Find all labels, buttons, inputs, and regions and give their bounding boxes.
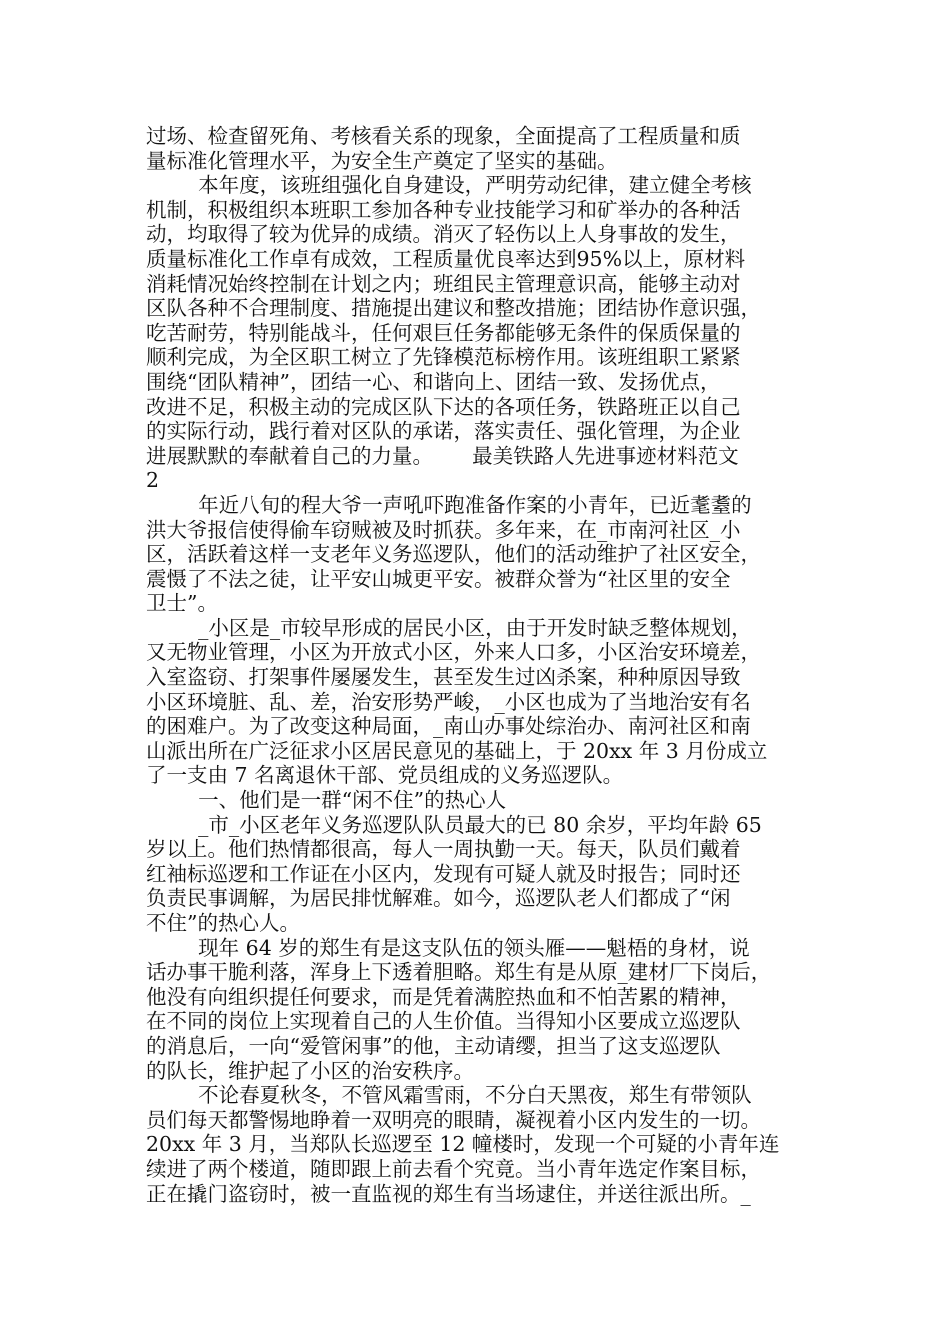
- text-line: 围绕“团队精神”，团结一心、和谐向上、团结一致、发扬优点，: [146, 369, 721, 394]
- text-line: 消耗情况始终控制在计划之内；班组民主管理意识高，能够主动对: [146, 271, 741, 296]
- text-line: 卫士”。: [146, 591, 218, 616]
- text-line: 在不同的岗位上实现着自己的人生价值。当得知小区要成立巡逻队: [146, 1009, 741, 1034]
- text-line: 红袖标巡逻和工作证在小区内，发现有可疑人就及时报告；同时还: [146, 861, 741, 886]
- section-heading: 一、他们是一群“闲不住”的热心人: [146, 788, 507, 813]
- text-line: 改进不足，积极主动的完成区队下达的各项任务，铁路班正以自己: [146, 394, 741, 419]
- text-line: 续进了两个楼道，随即跟上前去看个究竟。当小青年选定作案目标，: [146, 1156, 761, 1181]
- text-line: _市_小区老年义务巡逻队队员最大的已 80 余岁，平均年龄 65: [146, 812, 762, 837]
- text-line: 20xx 年 3 月，当郑队长巡逻至 12 幢楼时，发现一个可疑的小青年连: [146, 1132, 780, 1157]
- text-line: 的实际行动，践行着对区队的承诺，落实责任、强化管理，为企业: [146, 419, 741, 444]
- text-line: 不住”的热心人。: [146, 911, 300, 935]
- text-line: 2: [146, 468, 160, 493]
- text-line: 岁以上。他们热情都很高，每人一周执勤一天。每天，队员们戴着: [146, 837, 741, 862]
- text-line: 机制，积极组织本班职工参加各种专业技能学习和矿举办的各种活: [146, 197, 741, 222]
- text-line: 过场、检查留死角、考核看关系的现象，全面提高了工程质量和质: [146, 124, 741, 148]
- text-line: 量标准化管理水平，为安全生产奠定了坚实的基础。: [146, 148, 618, 173]
- text-line: 话办事干脆利落，浑身上下透着胆略。郑生有是从原_建材厂下岗后，: [146, 960, 772, 985]
- text-line: 入室盗窃、打架事件屡屡发生，甚至发生过凶杀案，种种原因导致: [146, 665, 741, 690]
- text-line: 小区环境脏、乱、差，治安形势严峻，_小区也成为了当地治安有名: [146, 689, 751, 714]
- text-line: 现年 64 岁的郑生有是这支队伍的领头雁——魁梧的身材，说: [146, 935, 750, 960]
- text-line: 了一支由 7 名离退休干部、党员组成的义务巡逻队。: [146, 763, 624, 788]
- text-line: 的队长，维护起了小区的治安秩序。: [146, 1058, 474, 1083]
- text-line: 正在撬门盗窃时，被一直监视的郑生有当场逮住，并送往派出所。_: [146, 1181, 751, 1206]
- text-line: 洪大爷报信使得偷车窃贼被及时抓获。多年来，在_市南河社区_小: [146, 517, 741, 542]
- text-line: 又无物业管理，小区为开放式小区，外来人口多，小区治安环境差，: [146, 640, 761, 665]
- text-line: 区队各种不合理制度、措施提出建议和整改措施；团结协作意识强，: [146, 296, 761, 321]
- text-line: 员们每天都警惕地睁着一双明亮的眼睛，凝视着小区内发生的一切。: [146, 1107, 761, 1132]
- text-line: 负责民事调解，为居民排忧解难。如今，巡逻队老人们都成了“闲: [146, 886, 731, 911]
- text-line: 区，活跃着这样一支老年义务巡逻队，他们的活动维护了社区安全，: [146, 542, 761, 567]
- text-line: 进展默默的奉献着自己的力量。 最美铁路人先进事迹材料范文: [146, 443, 739, 468]
- text-line: 他没有向组织提任何要求，而是凭着满腔热血和不怕苦累的精神，: [146, 984, 741, 1009]
- text-line: 质量标准化工作卓有成效，工程质量优良率达到95%以上，原材料: [146, 246, 746, 271]
- text-line: 动，均取得了较为优异的成绩。消灭了轻伤以上人身事故的发生，: [146, 222, 741, 247]
- document-body-text: [146, 124, 814, 1206]
- text-line: 吃苦耐劳，特别能战斗，任何艰巨任务都能够无条件的保质保量的: [146, 320, 741, 345]
- text-line: _小区是_市较早形成的居民小区，由于开发时缺乏整体规划，: [146, 615, 752, 640]
- text-line: 顺利完成，为全区职工树立了先锋模范标榜作用。该班组职工紧紧: [146, 345, 741, 370]
- text-line: 年近八旬的程大爷一声吼吓跑准备作案的小青年，已近耄耋的: [146, 492, 752, 517]
- text-line: 山派出所在广泛征求小区居民意见的基础上，于 20xx 年 3 月份成立: [146, 738, 768, 763]
- text-line: 的困难户。为了改变这种局面，_南山办事处综治办、南河社区和南: [146, 714, 751, 739]
- text-line: 震慑了不法之徒，让平安山城更平安。被群众誉为“社区里的安全: [146, 566, 731, 591]
- text-line: 本年度，该班组强化自身建设，严明劳动纪律，建立健全考核: [146, 173, 752, 198]
- text-line: 的消息后，一向“爱管闲事”的他，主动请缨，担当了这支巡逻队: [146, 1033, 721, 1058]
- text-line: 不论春夏秋冬，不管风霜雪雨，不分白天黑夜，郑生有带领队: [146, 1083, 752, 1108]
